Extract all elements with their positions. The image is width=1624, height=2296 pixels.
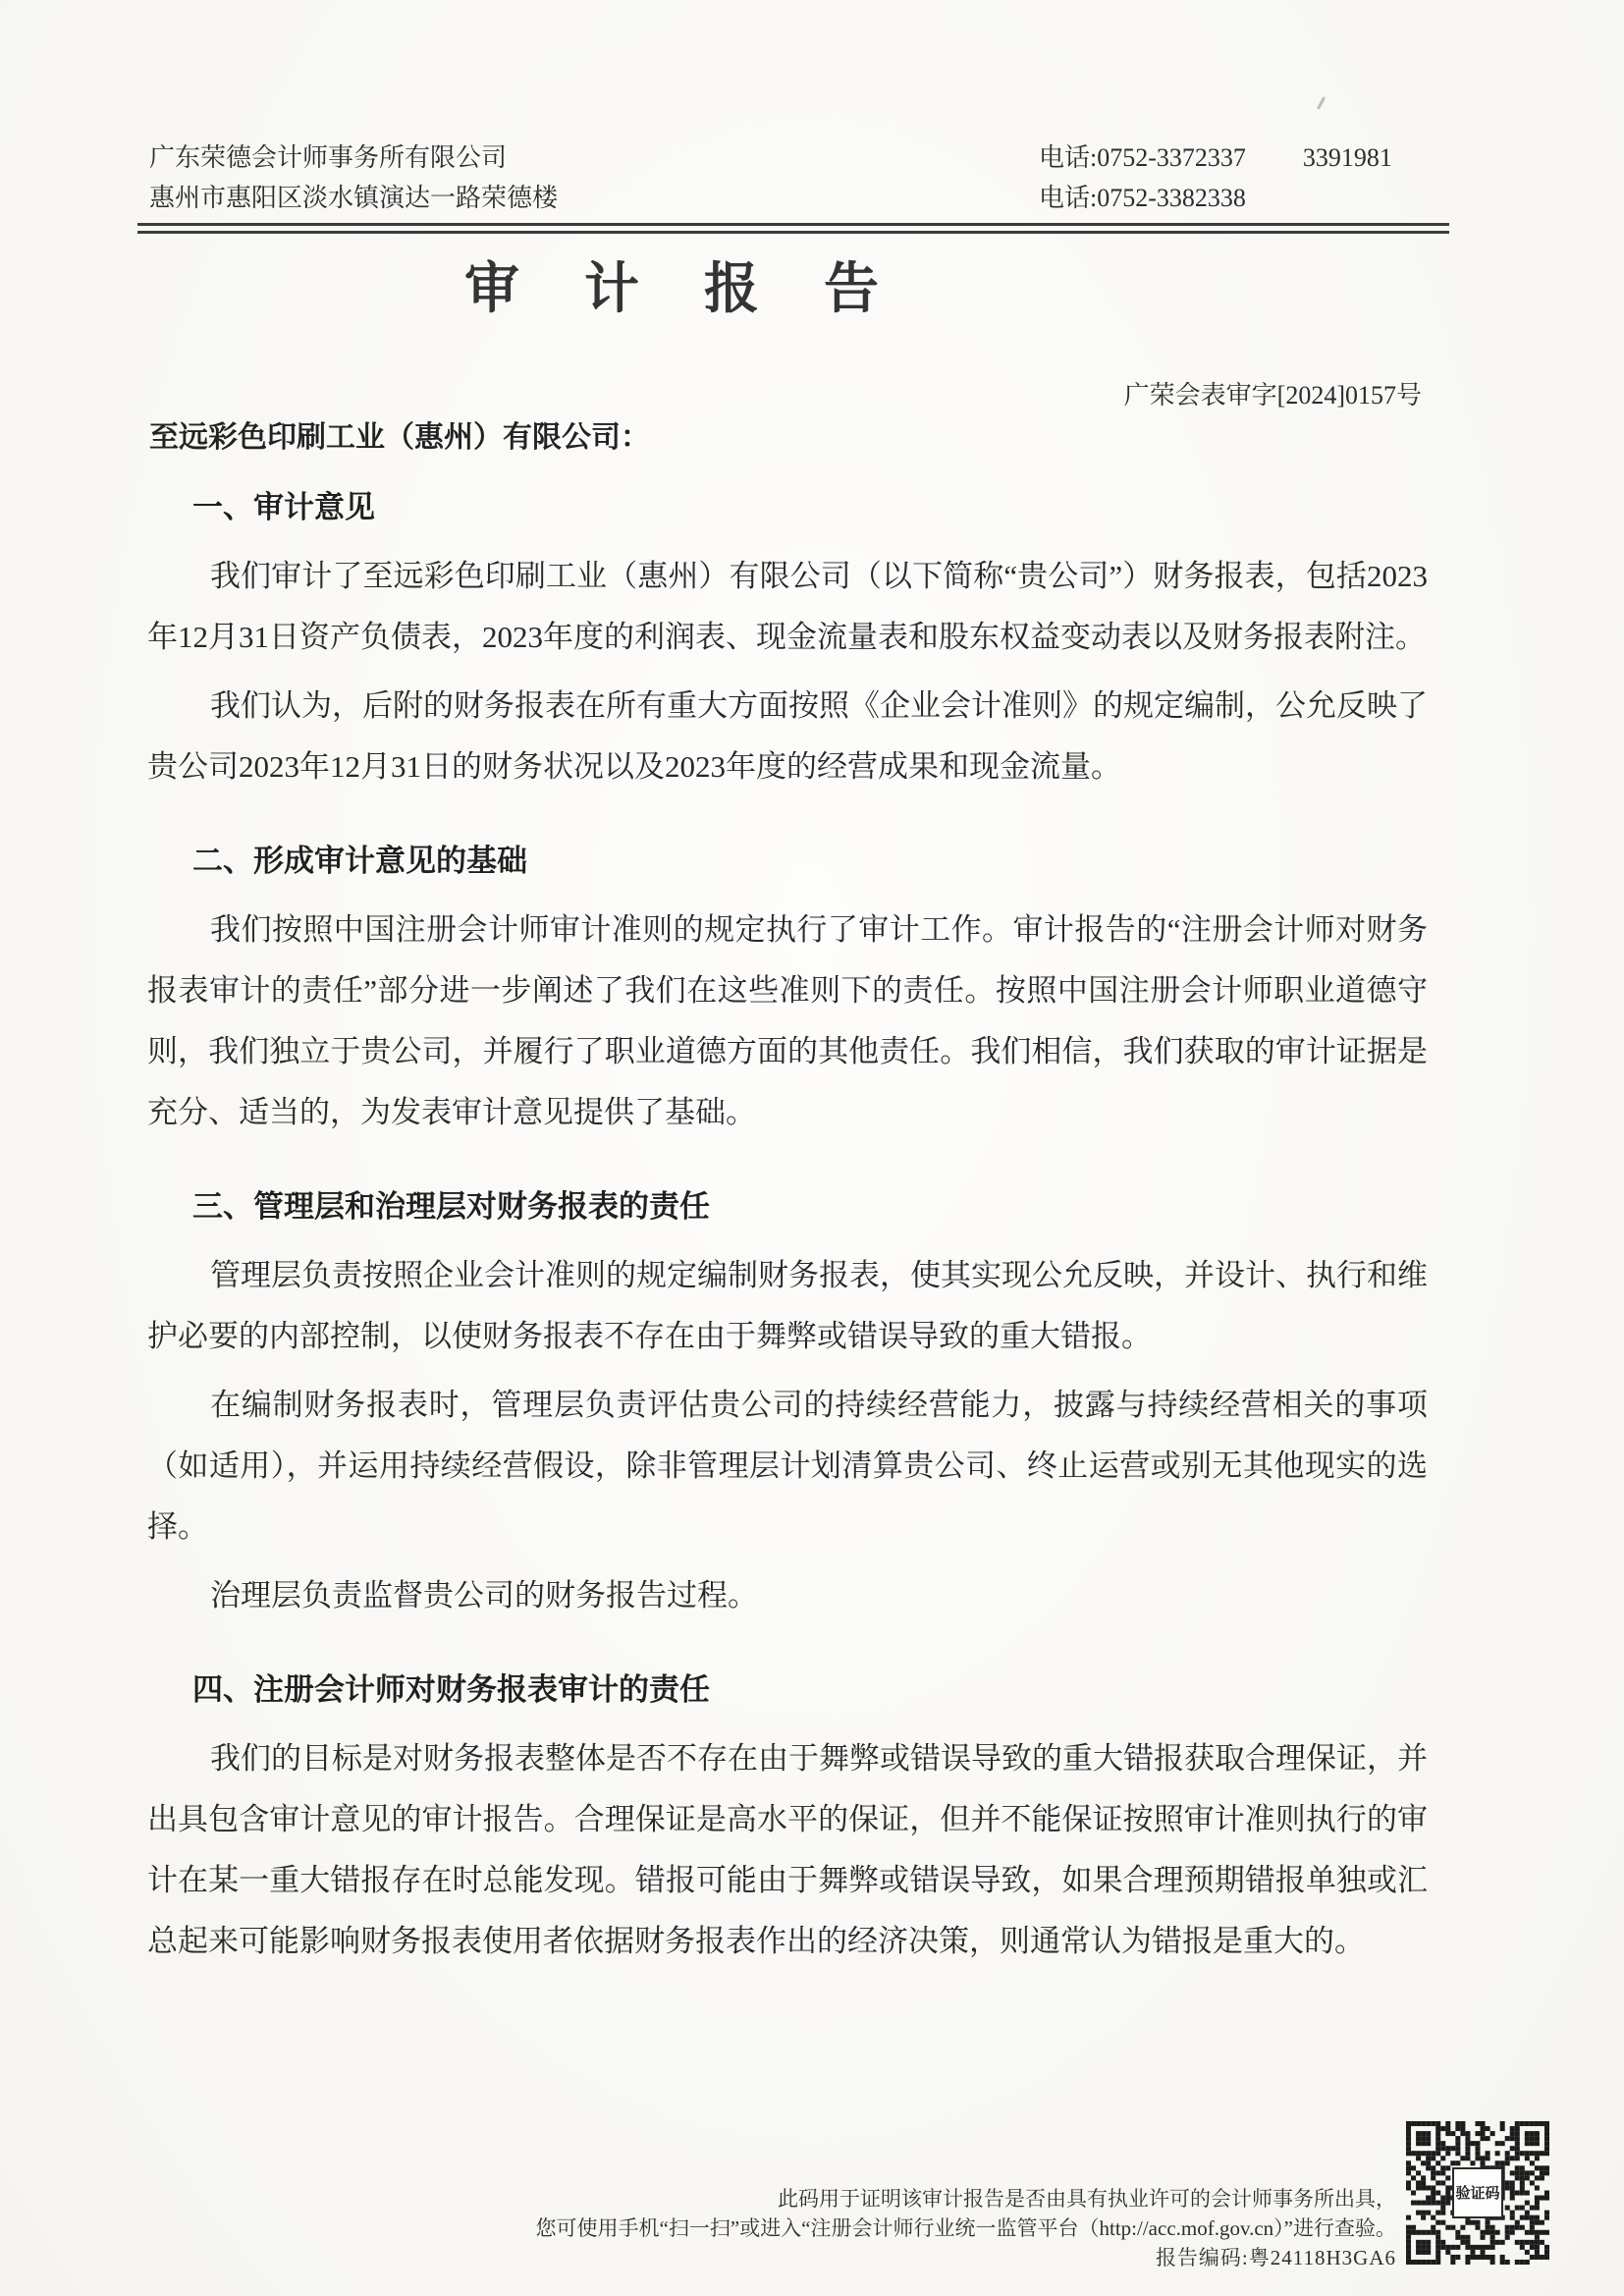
paragraph: 我们的目标是对财务报表整体是否不存在由于舞弊或错误导致的重大错报获取合理保证，并出具包含审计意见的审计报告。合理保证是高水平的保证，但并不能保证按照审计准则执行的审计在某一重大错报存在时总能发现。错报可能由于舞弊或错误导致，如果合理预期错报单独或汇总起来可能影响财务报表使用者依据财务报表作出的经济决策，则通常认为错报是重大的。 bbox=[147, 1741, 1428, 1958]
section-heading: 二、形成审计意见的基础 bbox=[192, 844, 527, 878]
phone-line-2: 电话:0752-3382338 bbox=[1039, 184, 1246, 212]
firm-block bbox=[149, 137, 558, 218]
firm-name: 广东荣德会计师事务所有限公司 bbox=[149, 143, 508, 172]
section-management-responsibility bbox=[147, 1176, 1428, 1626]
section-heading: 三、管理层和治理层对财务报表的责任 bbox=[192, 1189, 710, 1224]
verification-line-1: 此码用于证明该审计报告是否由具有执业许可的会计师事务所出具， bbox=[778, 2187, 1396, 2211]
firm-address: 惠州市惠阳区淡水镇演达一路荣德楼 bbox=[149, 184, 559, 212]
phone-line-1: 电话:0752-3372337 3391981 bbox=[1039, 137, 1451, 178]
addressee: 至远彩色印刷工业（惠州）有限公司： bbox=[149, 421, 650, 454]
phone-line-1-extra: 3391981 bbox=[1302, 143, 1392, 172]
section-heading: 一、审计意见 bbox=[192, 490, 375, 524]
double-rule-divider bbox=[137, 223, 1449, 234]
report-code: 报告编码:粤24118H3GA6 bbox=[1155, 2246, 1396, 2269]
paragraph: 我们认为，后附的财务报表在所有重大方面按照《企业会计准则》的规定编制，公允反映了贵公司2023年12月31日的财务状况以及2023年度的经营成果和现金流量。 bbox=[147, 688, 1428, 784]
section-heading: 四、注册会计师对财务报表审计的责任 bbox=[192, 1672, 710, 1707]
section-basis-for-opinion bbox=[147, 831, 1428, 1143]
report-body bbox=[147, 477, 1428, 1980]
phone-block bbox=[1039, 137, 1451, 218]
letterhead bbox=[149, 137, 1451, 218]
verification-note bbox=[536, 2184, 1396, 2272]
paragraph: 我们按照中国注册会计师审计准则的规定执行了审计工作。审计报告的“注册会计师对财务报表审计的责任”部分进一步阐述了我们在这些准则下的责任。按照中国注册会计师职业道德守则，我们独立于贵公司，并履行了职业道德方面的其他责任。我们相信，我们获取的审计证据是充分、适当的，为发表审计意见提供了基础。 bbox=[147, 912, 1428, 1129]
verification-line-2: 您可使用手机“扫一扫”或进入“注册会计师行业统一监管平台（http://acc.mof.gov.cn）”进行查验。 bbox=[535, 2216, 1396, 2240]
paragraph: 在编制财务报表时，管理层负责评估贵公司的持续经营能力，披露与持续经营相关的事项（如适用），并运用持续经营假设，除非管理层计划清算贵公司、终止运营或别无其他现实的选择。 bbox=[147, 1388, 1428, 1544]
scan-artifact bbox=[1317, 96, 1326, 110]
section-audit-opinion bbox=[147, 477, 1428, 797]
qr-center-label: 验证码 bbox=[1452, 2167, 1503, 2218]
report-title: 审 计 报 告 bbox=[464, 259, 904, 320]
document-number: 广荣会表审字[2024]0157号 bbox=[1123, 381, 1422, 410]
paragraph: 治理层负责监督贵公司的财务报告过程。 bbox=[210, 1578, 758, 1613]
section-auditor-responsibility bbox=[147, 1660, 1428, 1972]
paragraph: 管理层负责按照企业会计准则的规定编制财务报表，使其实现公允反映，并设计、执行和维护必要的内部控制，以使财务报表不存在由于舞弊或错误导致的重大错报。 bbox=[147, 1258, 1428, 1353]
paragraph: 我们审计了至远彩色印刷工业（惠州）有限公司（以下简称“贵公司”）财务报表，包括2023年12月31日资产负债表，2023年度的利润表、现金流量表和股东权益变动表以及财务报表附注。 bbox=[147, 559, 1428, 654]
qr-code-icon bbox=[1406, 2121, 1549, 2265]
